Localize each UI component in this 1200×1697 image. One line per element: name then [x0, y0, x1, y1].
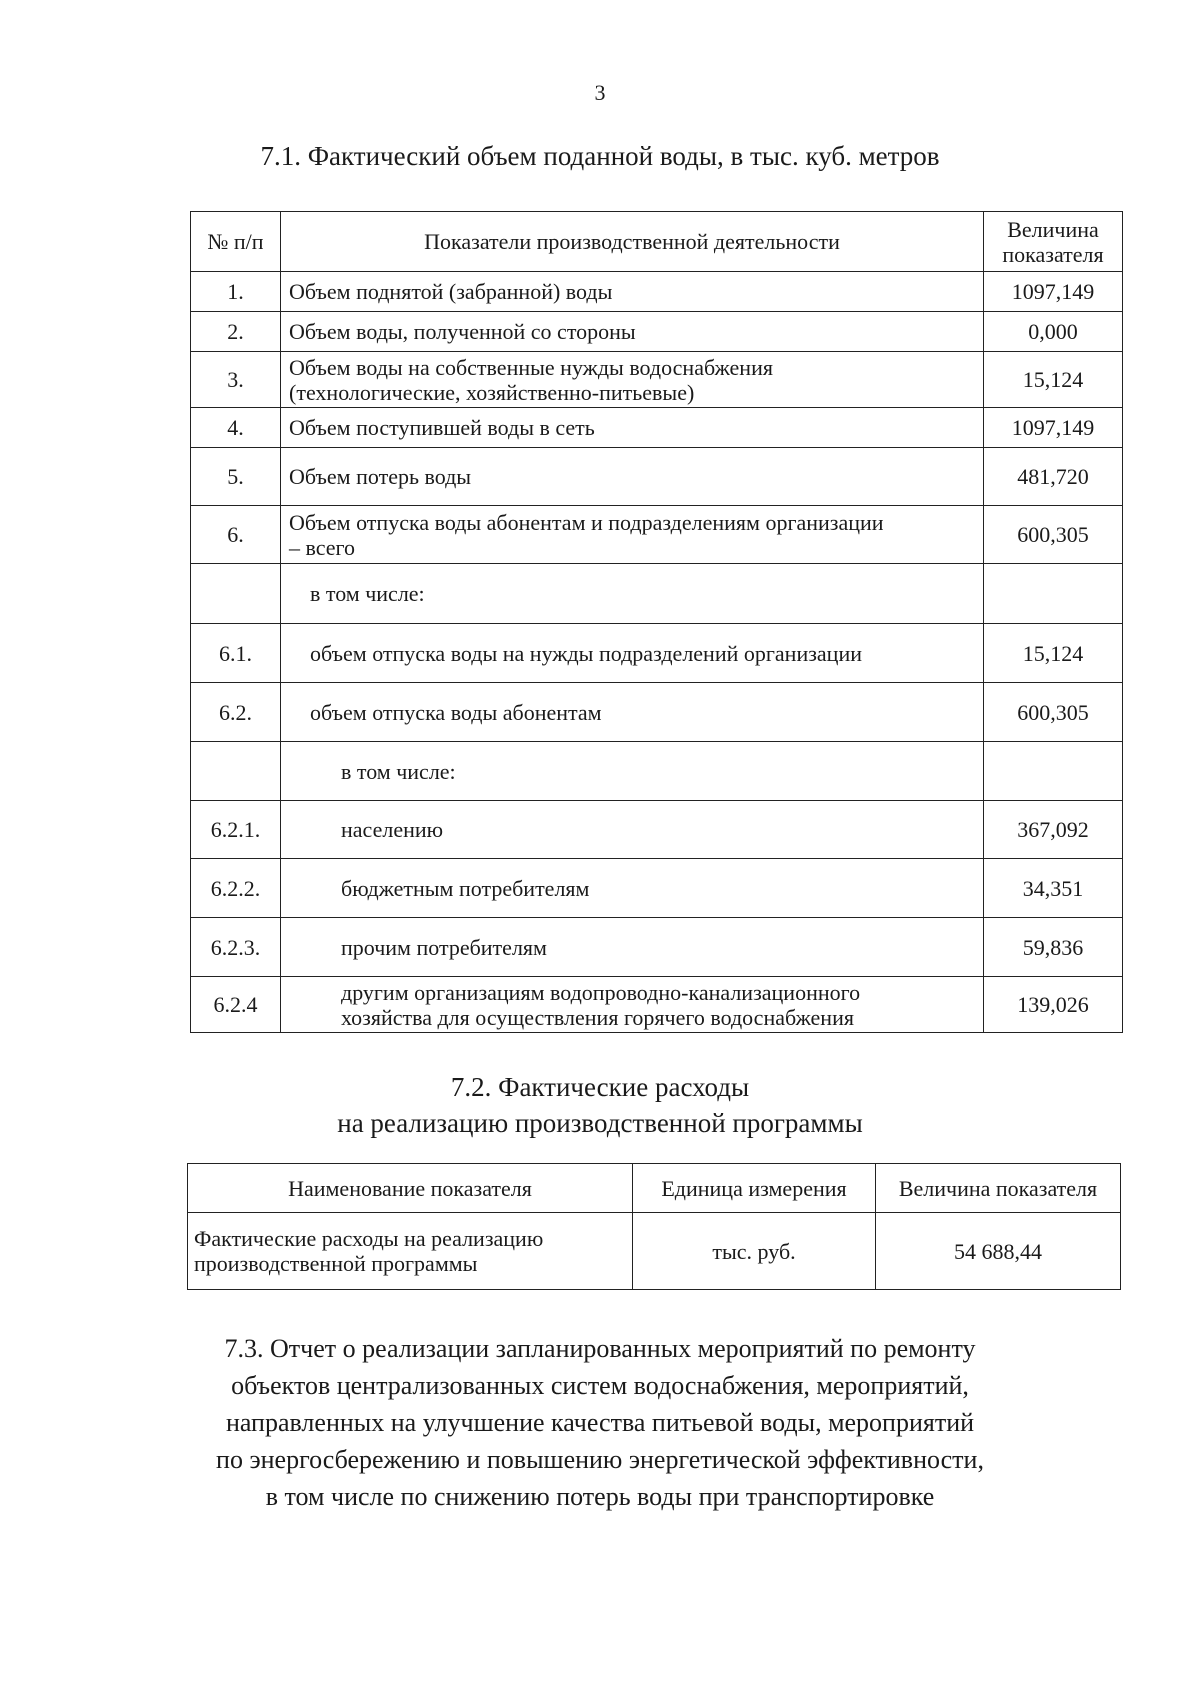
table-row — [191, 977, 1123, 1033]
row-name-line2: производственной программы — [194, 1251, 478, 1276]
section-7-2-title-line1: 7.2. Фактические расходы — [450, 1072, 750, 1102]
row-value: 139,026 — [984, 977, 1123, 1033]
table-row — [191, 352, 1123, 408]
table-row — [191, 506, 1123, 564]
expenses-table — [187, 1163, 1121, 1290]
row-label: прочим потребителям — [281, 918, 984, 977]
row-label-line2: хозяйства для осуществления горячего водоснабжения — [341, 1004, 854, 1030]
table-header-row — [188, 1164, 1121, 1213]
section-7-2-title-line2: на реализацию производственной программы — [337, 1108, 863, 1138]
row-value: 59,836 — [984, 918, 1123, 977]
table-row — [191, 742, 1123, 801]
row-num: 6.2.4 — [191, 977, 281, 1033]
row-value — [984, 742, 1123, 801]
row-label-line2: – всего — [289, 534, 356, 560]
table-row — [191, 859, 1123, 918]
header-indicator: Показатели производственной деятельности — [281, 212, 984, 272]
row-num: 6.2.3. — [191, 918, 281, 977]
row-value: 34,351 — [984, 859, 1123, 918]
section-7-3-title — [0, 1330, 1200, 1515]
table-row — [188, 1213, 1121, 1290]
row-value — [984, 564, 1123, 624]
table-row — [191, 624, 1123, 683]
section-7-1-title-text: 7.1. Фактический объем поданной воды, в тыс. куб. метров — [260, 141, 940, 171]
row-value: 15,124 — [984, 624, 1123, 683]
row-num: 6.1. — [191, 624, 281, 683]
row-value: 1097,149 — [984, 272, 1123, 312]
table-row — [191, 918, 1123, 977]
row-label: объем отпуска воды на нужды подразделений организации — [281, 624, 984, 683]
row-label: в том числе: — [281, 564, 984, 624]
row-num — [191, 564, 281, 624]
section-7-3-line: объектов централизованных систем водоснабжения, мероприятий, — [231, 1371, 969, 1400]
row-value: 54 688,44 — [876, 1213, 1121, 1290]
row-num: 4. — [191, 408, 281, 448]
row-num: 5. — [191, 448, 281, 506]
row-value: 481,720 — [984, 448, 1123, 506]
table-header-row — [191, 212, 1123, 272]
row-label — [281, 977, 984, 1033]
row-num — [191, 742, 281, 801]
table-row — [191, 448, 1123, 506]
section-7-1-title — [0, 138, 1200, 174]
table-row — [191, 564, 1123, 624]
header-value: Величина показателя — [876, 1164, 1121, 1213]
header-value-line1: Величина — [1007, 216, 1099, 242]
section-7-2-title — [0, 1069, 1200, 1141]
row-label: Объем поступившей воды в сеть — [281, 408, 984, 448]
row-label: бюджетным потребителям — [281, 859, 984, 918]
row-name-line1: Фактические расходы на реализацию — [194, 1226, 544, 1251]
table-row — [191, 801, 1123, 859]
row-label-line1: Объем отпуска воды абонентам и подразделениям организации — [289, 509, 884, 535]
row-num: 2. — [191, 312, 281, 352]
row-label: населению — [281, 801, 984, 859]
header-value-line2: показателя — [1002, 241, 1104, 267]
header-num: № п/п — [191, 212, 281, 272]
page-number: 3 — [594, 80, 606, 105]
section-7-3-line: по энергосбережению и повышению энергетической эффективности, — [216, 1445, 984, 1474]
table-row — [191, 408, 1123, 448]
row-value: 0,000 — [984, 312, 1123, 352]
row-value: 367,092 — [984, 801, 1123, 859]
row-num: 6.2.1. — [191, 801, 281, 859]
row-label: объем отпуска воды абонентам — [281, 683, 984, 742]
water-volume-table — [190, 211, 1123, 1033]
row-label: Объем воды, полученной со стороны — [281, 312, 984, 352]
row-label — [281, 352, 984, 408]
row-num: 6.2. — [191, 683, 281, 742]
row-label-line1: другим организациям водопроводно-канализационного — [341, 979, 861, 1005]
section-7-3-line: 7.3. Отчет о реализации запланированных мероприятий по ремонту — [224, 1334, 976, 1363]
table-row — [191, 683, 1123, 742]
row-num: 1. — [191, 272, 281, 312]
row-label: Объем потерь воды — [281, 448, 984, 506]
section-7-3-line: в том числе по снижению потерь воды при транспортировке — [265, 1482, 935, 1511]
header-value — [984, 212, 1123, 272]
row-label: Объем поднятой (забранной) воды — [281, 272, 984, 312]
row-value: 600,305 — [984, 506, 1123, 564]
row-value: 1097,149 — [984, 408, 1123, 448]
header-unit: Единица измерения — [633, 1164, 876, 1213]
table-row — [191, 312, 1123, 352]
row-unit: тыс. руб. — [633, 1213, 876, 1290]
header-name: Наименование показателя — [188, 1164, 633, 1213]
row-value: 15,124 — [984, 352, 1123, 408]
row-label-line1: Объем воды на собственные нужды водоснабжения — [289, 354, 773, 380]
row-value: 600,305 — [984, 683, 1123, 742]
row-label: в том числе: — [281, 742, 984, 801]
row-label-line2: (технологические, хозяйственно-питьевые) — [289, 379, 695, 405]
row-num: 6.2.2. — [191, 859, 281, 918]
table-row — [191, 272, 1123, 312]
row-label — [281, 506, 984, 564]
row-name — [188, 1213, 633, 1290]
section-7-3-line: направленных на улучшение качества питьевой воды, мероприятий — [225, 1408, 975, 1437]
row-num: 6. — [191, 506, 281, 564]
row-num: 3. — [191, 352, 281, 408]
